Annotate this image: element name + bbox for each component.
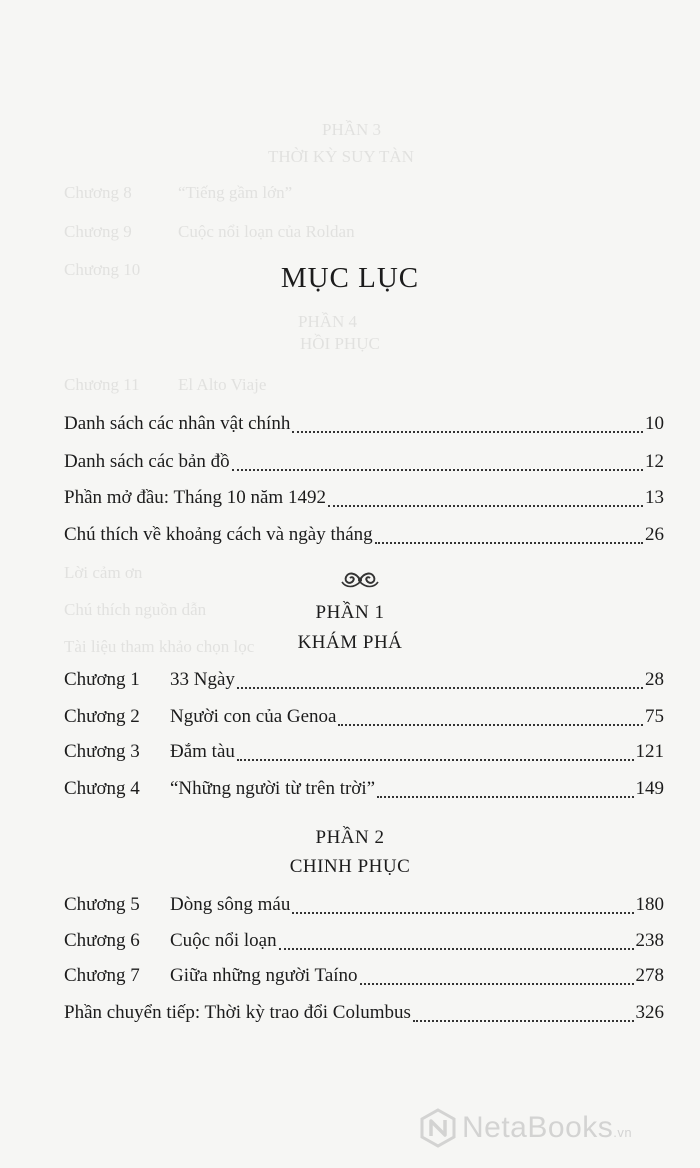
- ghost-line: Chương 10: [64, 260, 141, 279]
- dot-leader: [292, 430, 643, 433]
- chapter-number: Chương 7: [64, 965, 140, 986]
- toc-entry-label: Danh sách các bản đồ: [64, 451, 230, 472]
- toc-chapter-entry[interactable]: [64, 741, 664, 767]
- part-label: PHẦN 1: [315, 602, 385, 623]
- ghost-line: Chương 11: [64, 375, 140, 394]
- watermark-logo: [418, 1108, 632, 1148]
- toc-chapter-entry[interactable]: [64, 778, 664, 804]
- chapter-number: Chương 3: [64, 741, 140, 762]
- watermark-brand: [462, 1111, 632, 1145]
- dot-leader: [279, 947, 634, 950]
- chapter-title: Người con của Genoa: [170, 706, 337, 727]
- part-name: KHÁM PHÁ: [297, 632, 403, 653]
- toc-entry[interactable]: [64, 1002, 664, 1028]
- chapter-page: 75: [645, 706, 664, 727]
- chapter-number: Chương 6: [64, 930, 140, 951]
- chapter-page: 121: [635, 741, 664, 762]
- dot-leader: [375, 541, 643, 544]
- toc-chapter-entry[interactable]: [64, 930, 664, 956]
- chapter-page: 28: [645, 669, 664, 690]
- chapter-page: 238: [635, 930, 664, 951]
- ghost-line: Chú thích nguồn dẫn: [64, 600, 207, 619]
- toc-entry-label: Phần chuyển tiếp: Thời kỳ trao đổi Columbus: [64, 1002, 411, 1023]
- ghost-line: Chương 8: [64, 183, 132, 202]
- ghost-line: PHẦN 4: [298, 312, 358, 331]
- chapter-title: Dòng sông máu: [170, 894, 291, 915]
- ghost-line: El Alto Viaje: [178, 375, 267, 394]
- chapter-page: 149: [635, 778, 664, 799]
- ghost-line: “Tiếng gầm lớn”: [178, 183, 293, 202]
- dot-leader: [338, 723, 643, 726]
- toc-entry[interactable]: [64, 524, 664, 550]
- dot-leader: [328, 504, 643, 507]
- chapter-page: 180: [635, 894, 664, 915]
- toc-entry[interactable]: [64, 487, 664, 513]
- ghost-line: Lời cảm ơn: [64, 563, 143, 582]
- dot-leader: [237, 686, 643, 689]
- part-label: PHẦN 2: [315, 827, 385, 848]
- ghost-line: PHẦN 3: [322, 120, 382, 139]
- toc-chapter-entry[interactable]: [64, 965, 664, 991]
- toc-entry-label: Phần mở đầu: Tháng 10 năm 1492: [64, 487, 326, 508]
- ghost-line: Tài liệu tham khảo chọn lọc: [64, 637, 255, 656]
- toc-entry-page: 10: [645, 413, 664, 434]
- ghost-line: HỒI PHỤC: [300, 334, 380, 353]
- toc-entry-page: 26: [645, 524, 664, 545]
- chapter-page: 278: [635, 965, 664, 986]
- dot-leader: [360, 982, 634, 985]
- dot-leader: [232, 468, 643, 471]
- toc-entry[interactable]: [64, 451, 664, 477]
- chapter-number: Chương 4: [64, 778, 140, 799]
- chapter-number: Chương 2: [64, 706, 140, 727]
- chapter-number: Chương 1: [64, 669, 140, 690]
- chapter-title: Cuộc nổi loạn: [170, 930, 277, 951]
- toc-entry-label: Chú thích về khoảng cách và ngày tháng: [64, 524, 373, 545]
- netabooks-logo-icon: [418, 1108, 458, 1148]
- toc-chapter-entry[interactable]: [64, 669, 664, 695]
- toc-entry-page: 326: [635, 1002, 664, 1023]
- toc-entry-label: Danh sách các nhân vật chính: [64, 413, 291, 434]
- ghost-line: THỜI KỲ SUY TÀN: [268, 147, 414, 166]
- dot-leader: [292, 911, 633, 914]
- chapter-title: 33 Ngày: [170, 669, 235, 690]
- chapter-number: Chương 5: [64, 894, 140, 915]
- watermark-brand-text: NetaBooks: [462, 1111, 614, 1144]
- chapter-title: Đắm tàu: [170, 741, 235, 762]
- watermark-suffix: .vn: [613, 1125, 633, 1140]
- chapter-title: “Những người từ trên trời”: [170, 778, 376, 799]
- part-name: CHINH PHỤC: [289, 856, 411, 877]
- toc-entry-page: 12: [645, 451, 664, 472]
- dot-leader: [377, 795, 633, 798]
- toc-entry-page: 13: [645, 487, 664, 508]
- ghost-line: Chương 9: [64, 222, 132, 241]
- toc-entry[interactable]: [64, 413, 664, 439]
- toc-title: MỤC LỤC: [280, 262, 420, 294]
- chapter-title: Giữa những người Taíno: [170, 965, 358, 986]
- dot-leader: [237, 758, 634, 761]
- toc-chapter-entry[interactable]: [64, 706, 664, 732]
- dot-leader: [413, 1019, 634, 1022]
- ghost-line: Cuộc nổi loạn của Roldan: [178, 222, 355, 241]
- toc-chapter-entry[interactable]: [64, 894, 664, 920]
- ornament-divider-icon: [338, 570, 382, 590]
